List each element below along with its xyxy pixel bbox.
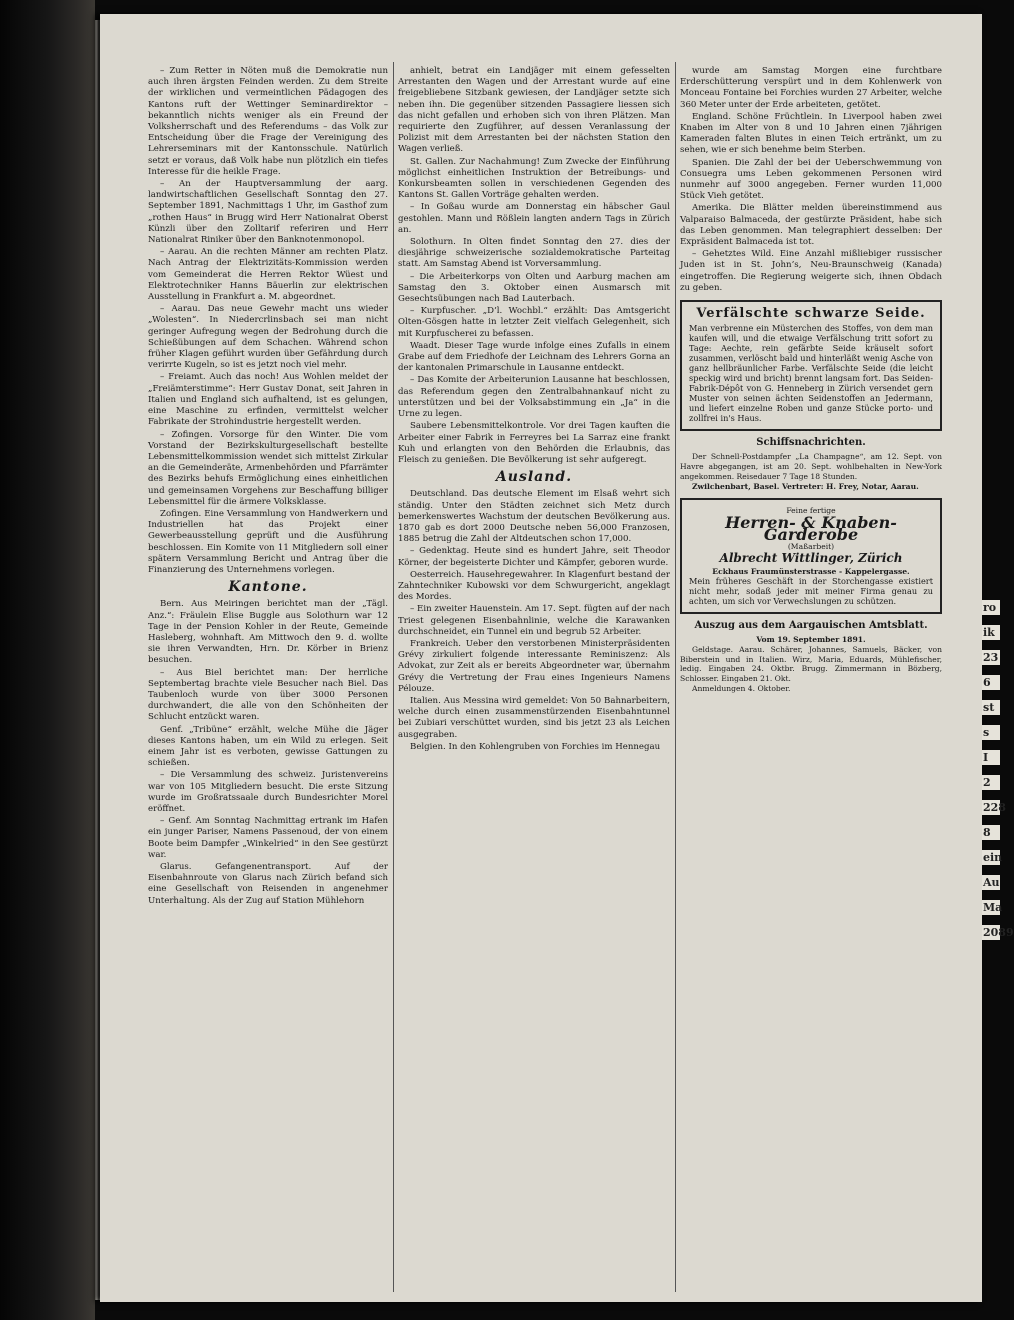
article: Zofingen. Eine Versammlung von Handwerkern und Industriellen hat das Projekt einer Gewerbeausstellung geprüft und die Ausführung beschlossen. Ein Komite von 11 Mitgliedern soll einer spätern Versammlung Bericht und Antrag über die Finanzierung des Unternehmens vorlegen. [148,508,388,575]
article: Solothurn. In Olten findet Sonntag den 27. dies der diesjährige schweizerische sozialdemokratische Parteitag statt. Am Samstag Abend ist Vorversammlung. [398,237,670,270]
article: – Zum Retter in Nöten muß die Demokratie nun auch ihren ärgsten Feinden werden. Zu dem Streite der wirklichen und vermeintlichen Pädagogen des Kantons ruft der Wettinger Seminardirektor – bekanntlich nichts weniger als ein Freund der Volksherrschaft und des Referendums – das Volk zur Entscheidung über die Frage der Vereinigung des Lehrerseminars mit der Kantonsschule. Natürlich setzt er voraus, daß Volk habe nun plötzlich ein tiefes Interesse für die heikle Frage. [148,66,388,177]
article: – Aarau. An die rechten Männer am rechten Platz. Nach Antrag der Elektrizitäts-Kommission werden vom Gemeinderat die Herren Rektor Wüest und Elektrotechniker Hanns Bäuerlin zur elektrischen Ausstellung in Frankfurt a. M. abgeordnet. [148,247,388,303]
ad-pretitle: Feine fertige [786,505,836,515]
adjacent-text: Ma [983,901,1003,914]
article: Waadt. Dieser Tage wurde infolge eines Zufalls in einem Grabe auf dem Friedhofe der Leichnam des Lehrers Gorna an der kantonalen Primarschule in Lausanne entdeckt. [398,340,670,374]
article: Genf. „Tribüne“ erzählt, welche Mühe die Jäger dieses Kantons haben, um ein Wild zu erlegen. Seit einem Jahr ist es verboten, gewisse Gattungen zu schießen. [148,724,388,769]
adjacent-text: 8 [982,825,1000,840]
garderobe-advertisement [680,498,942,614]
article: Belgien. In den Kohlengruben von Forchies im Hennegau [410,741,661,752]
article: St. Gallen. Zur Nachahmung! Zum Zwecke der Einführung möglichst einheitlichen Instruktion der Betreibungs- und Konkursbeamten sollen in verschiedenen Gegenden des Kantons St. Gallen Vorträge gehalten werden. [398,156,670,201]
article: Bern. Aus Meiringen berichtet man der „Tägl. Anz.“: Fräulein Elise Buggle aus Solothurn war 12 Tage in der Pension Kohler in der Reute, Gemeinde Hasleberg, wohnhaft. Am Mittwoch den 9. d. wollte sie ihren Verwandten, Hrn. Dr. Körber in Brienz besuchen. [148,599,388,666]
silk-advertisement [680,300,942,431]
ad-body: Mein früheres Geschäft in der Storchengasse existiert nicht mehr, sodaß jeder mit meiner Firma genau zu achten, um sich vor Verwechslungen zu schützen. [689,576,933,607]
article: Italien. Aus Messina wird gemeldet: Von 50 Bahnarbeitern, welche durch einen zusammenstürzenden Eisenbahntunnel bei Zubiari verschüttet wurden, sind bis jetzt 23 als Leichen ausgegraben. [398,695,670,740]
article: – Genf. Am Sonntag Nachmittag ertrank im Hafen ein junger Pariser, Namens Passenoud, der von einem Boote beim Dampfer „Winkelried“ in den See gestürzt war. [148,816,388,860]
article: – Das Komite der Arbeiterunion Lausanne hat beschlossen, das Referendum gegen den Zentralbahnankauf nicht zu unterstützen und bei der Volksabstimmung ein „Ja“ in die Urne zu legen. [398,375,670,420]
amtsblatt-date: Vom 19. September 1891. [756,635,866,645]
adjacent-text: ro [982,600,1000,615]
article: – Die Arbeiterkorps von Olten und Aarburg machen am Samstag den 3. Oktober einen Ausmarsch mit Gesechtsübungen nach Bad Lauterbach. [398,271,670,305]
article: – Aus Biel berichtet man: Der herrliche Septembertag brachte viele Besucher nach Biel. Das Taubenloch wurde von über 3000 Personen durchwandert, die alle von den Schönheiten der Schlucht entzückt waren. [148,667,388,723]
article: – In Goßau wurde am Donnerstag ein häbscher Gaul gestohlen. Mann und Rößlein langten andern Tags in Zürich an. [398,202,670,235]
ad-body: Man verbrenne ein Müsterchen des Stoffes, von dem man kaufen will, und die etwaige Verfälschung tritt sofort zu Tage: Aechte, rein gefärbte Seide kräuselt sofort zusammen, verlöscht bald und hinterläßt wenig Asche von ganz hellbräunlicher Farbe. Verfälschte Seide (die leicht speckig wird und bricht) brennt langsam fort. Das Seiden-Fabrik-Dépôt von G. Henneberg in Zürich versendet gern Muster von seinen ächten Seidenstoffen an Jedermann, und liefert einzelne Roben und ganze Stücke porto- und zollfrei in's Haus. [689,323,933,424]
ad-address: Eckhaus Fraumünsterstrasse - Kappelergasse. [712,566,910,576]
article: – Gedenktag. Heute sind es hundert Jahre, seit Theodor Körner, der begeisterte Dichter und Kämpfer, geboren wurde. [398,546,670,568]
ad-title: Verfälschte schwarze Seide. [696,306,926,322]
adjacent-text: 2 [982,775,1000,790]
amtsblatt-body: Geldstage. Aarau. Schärer, Johannes, Samuels, Bäcker, von Biberstein und in Italien. Wirz, Maria, Eduards, Mühlefischer, ledig. Eingaben 24. Oktbr. Brugg. Zimmermann in Bözberg, Schlosser. Eingaben 21. Okt. [680,645,942,683]
adjacent-text: ein [983,851,1003,864]
amtsblatt-title: Auszug aus dem Aargauischen Amtsblatt. [694,620,928,632]
article: anhielt, betrat ein Landjäger mit einem gefesselten Arrestanten den Wagen und der Arrestant wurde auf eine freigebliebene Sitzbank gewiesen, der Landjäger setzte sich neben ihn. Die gegenüber sitzenden Passagiere liessen sich das nicht gefallen und erhoben sich von ihren Plätzen. Man requirierte den Zugführer, auf dessen Veranlassung der Polizist mit dem Arrestanten bei der nächsten Station den Wagen verließ. [398,66,670,155]
column-2 [398,66,670,754]
article: wurde am Samstag Morgen eine furchtbare Erderschütterung verspürt und in dem Kohlenwerk von Monceau Fontaine bei Forchies wurden 27 Arbeiter, welche 360 Meter unter der Erde arbeiteten, getötet. [680,66,942,110]
adjacent-text: 2089 [983,926,1014,939]
adjacent-text: 228 [983,801,1006,814]
article: – Zofingen. Vorsorge für den Winter. Die vom Vorstand der Bezirkskulturgesellschaft bestellte Lebensmittelkommission wendet sich mittelst Zirkular an die Gemeinderäte, Armenbehörden und Pfarrämter des Bezirks behufs Ermöglichung eines einheitlichen und gemeinsamen Vorgehens zur Beschaffung billiger Lebensmittel für die ärmere Volksklasse. [148,429,388,507]
adjacent-text: 23 [983,651,999,664]
adjacent-text: ik [982,625,1000,640]
ad-subtitle: (Maßarbeit) [787,541,835,551]
ad-title: Herren- & Knaben-Garderobe [725,513,897,544]
shipping-news-title: Schiffsnachrichten. [756,437,866,449]
adjacent-text: s [982,725,1000,740]
article: Amerika. Die Blätter melden übereinstimmend aus Valparaiso Balmaceda, der gestürzte Präsident, habe sich das Leben genommen. Man telegraphiert desselben: Der Expräsident Balmaceda ist tot. [680,203,942,248]
article: Saubere Lebensmittelkontrole. Vor drei Tagen kauften die Arbeiter einer Fabrik in Ferreyres bei La Sarraz eine frankt Kuh und erlangten von den Behörden die Erlaubnis, das Fleisch zu genießen. Die Bevölkerung ist sehr aufgeregt. [398,421,670,465]
article: – Gehetztes Wild. Eine Anzahl mißliebiger russischer Juden ist in St. John’s, Neu-Braunschweig (Kanada) eingetroffen. Die Regierung weigerte sich, ihnen Obdach zu geben. [680,249,942,293]
column-3 [680,66,942,695]
article: – Ein zweiter Hauenstein. Am 17. Sept. fügten auf der nach Triest gelegenen Eisenbahnlinie, welche die Karawanken durchschneidet, ein Tunnel ein und begrub 52 Arbeiter. [398,604,670,637]
adjacent-page-fragment [982,600,1014,950]
adjacent-text: Au [983,876,1000,889]
section-heading-ausland: Ausland. [495,469,573,486]
adjacent-text: I [982,750,1000,765]
article: Frankreich. Ueber den verstorbenen Ministerpräsidenten Grévy zirkuliert folgende interessante Reminiszenz: Als Advokat, zur Zeit als er bereits Abgeordneter war, übernahm Grévy die Vertretung der Frau eines Ingenieurs Namens Pélouze. [398,638,670,694]
article: England. Schöne Früchtlein. In Liverpool haben zwei Knaben im Alter von 8 und 10 Jahren einen 7jährigen Kameraden falten Blutes in einen Teich ertränkt, um zu sehen, wie er sich benehme beim Sterben. [680,111,942,156]
adjacent-text: 6 [982,675,1000,690]
column-1 [148,66,388,908]
book-binding [0,0,95,1320]
shipping-news-body: Der Schnell-Postdampfer „La Champagne“, am 12. Sept. von Havre abgegangen, ist am 20. Sept. wohlbehalten in New-York angekommen. Reisedauer 7 Tage 18 Stunden. [680,452,942,481]
ad-firm: Albrecht Wittlinger, Zürich [719,551,903,566]
section-heading-kantone: Kantone. [228,579,308,596]
article: – Aarau. Das neue Gewehr macht uns wieder „Wolesten“. In Niedercrlinsbach sei man nicht geringer Aufregung wegen der Bedrohung durch die Schießübungen auf dem Schachen. Während schon früher Klagen geführt wurden über Gefährdung durch verirrte Kugeln, so ist es jetzt noch viel mehr. [148,304,388,371]
article: – Die Versammlung des schweiz. Juristenvereins war von 105 Mitgliedern besucht. Die erste Sitzung wurde im Großratssaale durch Bundesrichter Morel eröffnet. [148,770,388,814]
article: – An der Hauptversammlung der aarg. landwirtschaftlichen Gesellschaft Sonntag den 27. September 1891, Nachmittags 1 Uhr, im Gasthof zum „rothen Haus“ in Brugg wird Herr Nationalrat Oberst Künzli über den Zolltarif referiren und Herr Nationalrat Riniker über den Banknotenmonopol. [148,179,388,246]
article: Oesterreich. Hausehregewahrer. In Klagenfurt bestand der Zahntechniker Kubowski vor dem Schwurgericht, angeklagt des Mordes. [398,569,670,603]
column-rule [675,62,676,1292]
article: Glarus. Gefangenentransport. Auf der Eisenbahnroute von Glarus nach Zürich befand sich eine Gesellschaft von Reisenden in angenehmer Unterhaltung. Als der Zug auf Station Mühlehorn [148,862,388,906]
column-rule [393,62,394,1292]
adjacent-text: st [982,700,1000,715]
article: Deutschland. Das deutsche Element im Elsaß wehrt sich ständig. Unter den Städten zeichnet sich Metz durch bemerkenswertes Wachstum der deutschen Bevölkerung aus. 1870 gab es dort 2000 Deutsche neben 56,000 Franzosen, 1885 betrug die Zahl der Altdeutschen schon 17,000. [398,489,670,545]
amtsblatt-footer: Anmeldungen 4. Oktober. [692,684,791,694]
article: Spanien. Die Zahl der bei der Ueberschwemmung von Consuegra ums Leben gekommenen Personen wird nunmehr auf 3000 angegeben. Ferner wurden 11,000 Stück Vieh getötet. [680,157,942,202]
article: – Kurpfuscher. „D’l. Wochbl.“ erzählt: Das Amtsgericht Olten-Gösgen hatte in letzter Zeit vielfach Gelegenheit, sich mit Kurpfuscherei zu befassen. [398,306,670,339]
article: – Freiamt. Auch das noch! Aus Wohlen meldet der „Freiämterstimme“: Herr Gustav Donat, seit Jahren in Italien und England sich aufhaltend, ist es gelungen, eine Maschine zu erfinden, vermittelst welcher Fabrikate der Strohindustrie hergestellt werden. [148,372,388,428]
shipping-agent: Zwilchenbart, Basel. Vertreter: H. Frey, Notar, Aarau. [692,482,919,492]
